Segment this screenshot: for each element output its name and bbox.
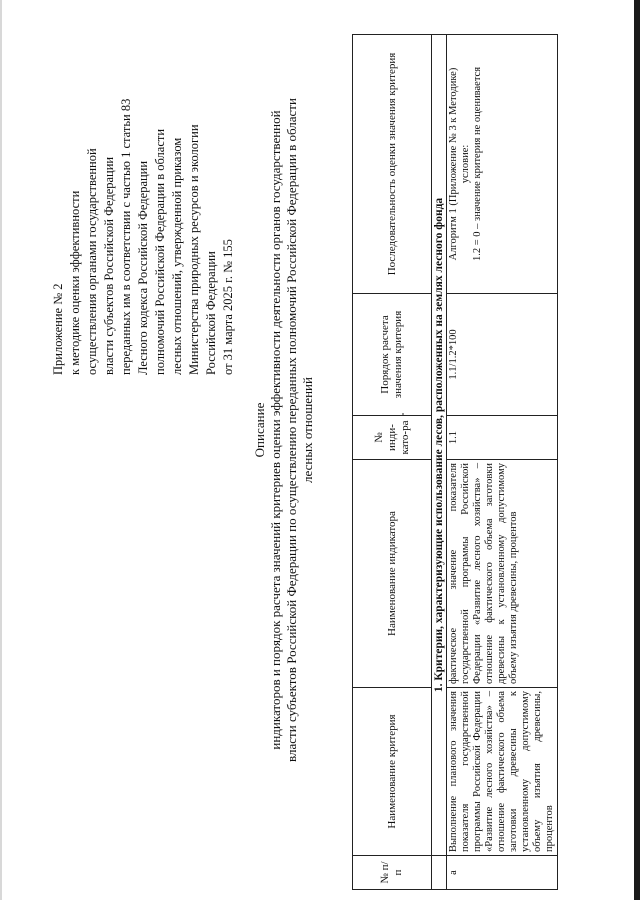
appendix-line: Российской Федерации — [204, 251, 218, 375]
title-line: власти субъектов Российской Федерации по осуществлению переданных полномочий Российской Федерации в области — [284, 98, 299, 762]
appendix-line: Лесного кодекса Российской Федерации — [136, 160, 150, 375]
table-header-row — [353, 35, 432, 890]
sequence-algorithm: Алгоритм 1 (Приложение № 3 к Методике) — [448, 67, 459, 261]
criterion-name: Выполнение планового значения показателя государственной программы Российской Федерации «Развитие лесного хозяйства» – отношение фактического объема заготовки древесины к установленному допустимому объему изъятия древесины, процентов — [447, 688, 558, 856]
row-number: а — [447, 856, 558, 890]
header-num: № п/п — [353, 856, 432, 890]
appendix-line: к методике оценки эффективности — [68, 190, 82, 375]
appendix-line: от 31 марта 2025 г. № 155 — [221, 239, 235, 375]
appendix-header — [50, 5, 237, 375]
section-row — [432, 35, 447, 890]
title-line: лесных отношений — [300, 377, 315, 483]
document-title — [252, 20, 316, 840]
indicator-number: 1.1 — [447, 416, 558, 460]
appendix-line: Министерства природных ресурсов и экологии — [187, 124, 201, 375]
header-sequence: Последовательность оценки значения критерия — [353, 35, 432, 294]
section-title: 1. Критерии, характеризующие использование лесов, расположенных на землях лесного фонда — [432, 35, 447, 856]
header-calculation: Порядок расчета значения критерия — [353, 294, 432, 416]
appendix-line: лесных отношений, утвержденной приказом — [170, 137, 184, 375]
header-criterion: Наименование критерия — [353, 688, 432, 856]
evaluation-sequence — [447, 35, 558, 294]
appendix-line: переданных им в соответствии с частью 1 статьи 83 — [119, 98, 133, 375]
title-line: индикаторов и порядок расчета значений критериев оценки эффективности деятельности органов государственной — [268, 110, 283, 750]
appendix-line: осуществления органами государственной — [85, 148, 99, 375]
header-indicator-number: № инди-като-ра — [353, 416, 432, 460]
appendix-line: полномочий Российской Федерации в области — [153, 128, 167, 375]
appendix-line: власти субъектов Российской Федерации — [102, 156, 116, 375]
indicator-name: фактическое значение показателя государственной программы Российской Федерации «Развитие лесного хозяйства» – отношение фактического объема заготовки древесины к установленному допустимому объему изъятия древесины, процентов — [447, 460, 558, 688]
appendix-line: Приложение № 2 — [51, 283, 65, 375]
criteria-table — [352, 34, 558, 890]
table-row — [447, 35, 558, 890]
calculation-formula: 1.1/1.2*100 — [447, 294, 558, 416]
header-indicator: Наименование индикатора — [353, 460, 432, 688]
title-heading: Описание — [252, 402, 267, 458]
sequence-condition-label: условие: — [460, 144, 471, 184]
sequence-condition: 1.2 = 0 – значение критерия не оценивается — [472, 66, 483, 262]
